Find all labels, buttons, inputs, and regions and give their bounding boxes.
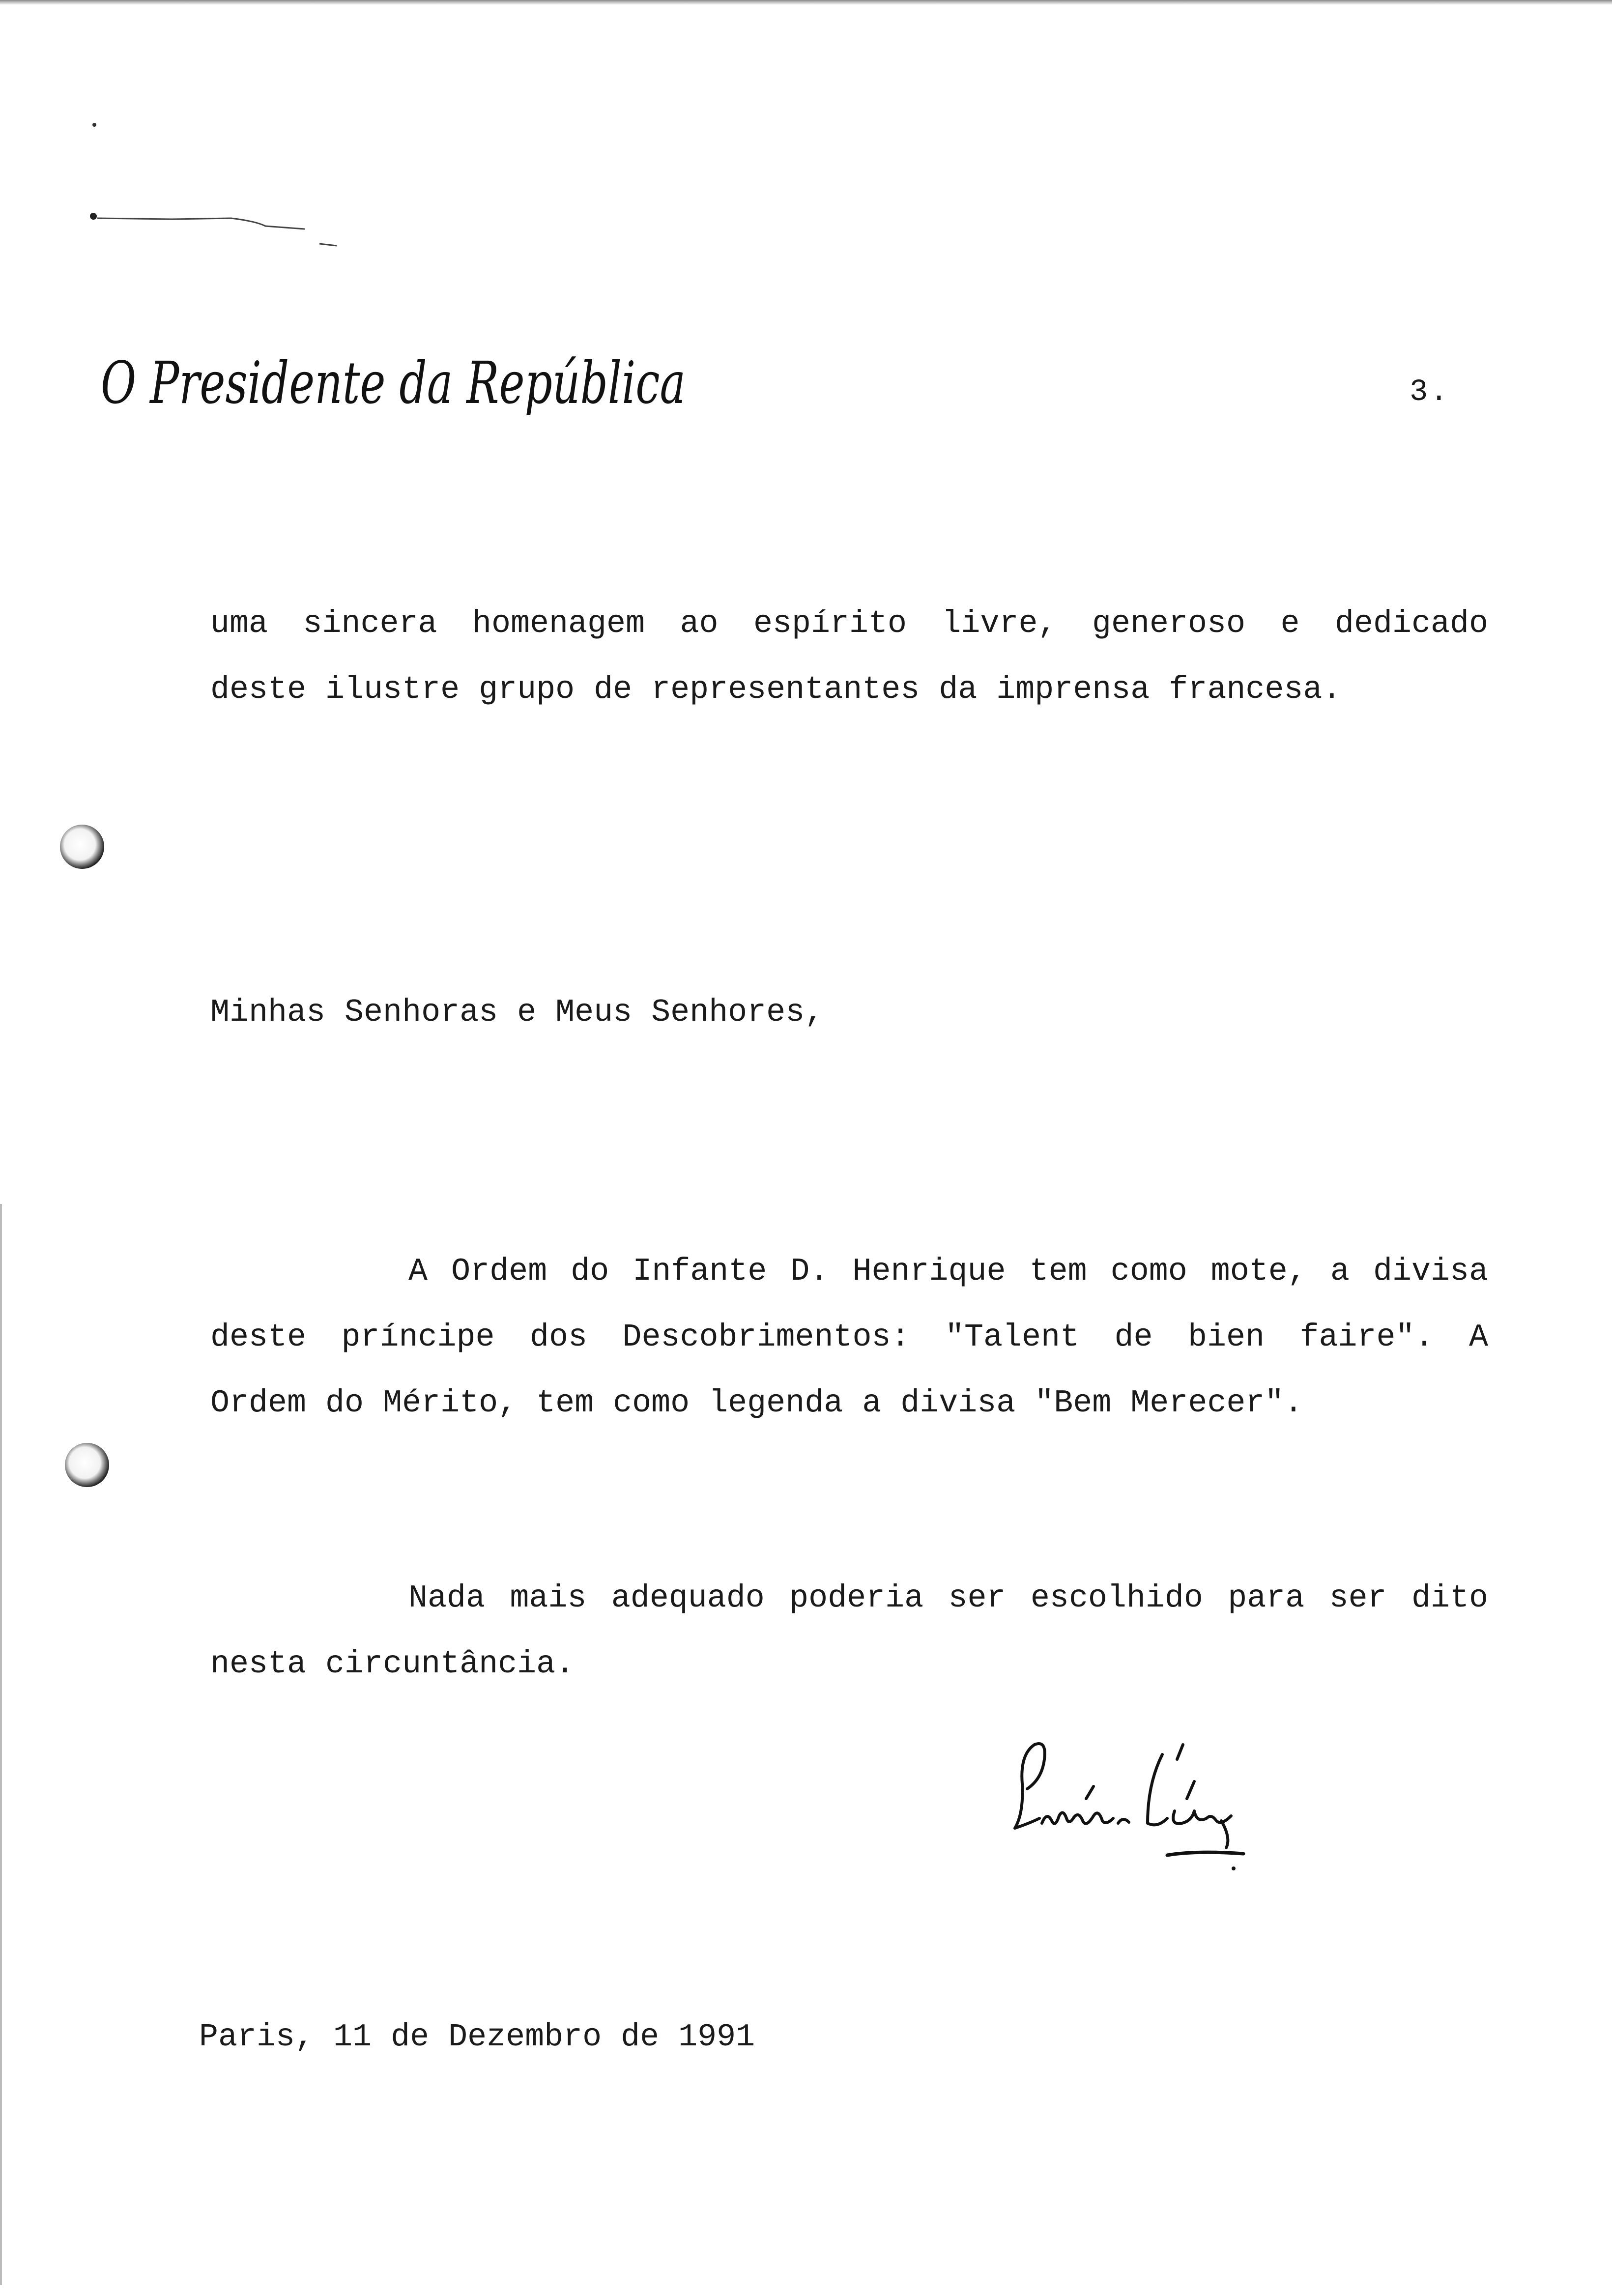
paragraph-1 (210, 591, 1488, 722)
paragraph-1-line-2: deste ilustre grupo de representantes da imprensa francesa. (210, 671, 1342, 708)
paragraph-2 (210, 1238, 1488, 1436)
scan-top-edge (0, 0, 1612, 5)
letterhead-title (101, 339, 691, 437)
scan-left-edge (0, 1204, 2, 2285)
salutation: Minhas Senhoras e Meus Senhores, (210, 994, 824, 1031)
paragraph-3-line-1: Nada mais adequado poderia ser escolhido para ser dito (408, 1580, 1488, 1616)
scan-squiggle (88, 206, 344, 251)
paragraph-3 (210, 1565, 1488, 1697)
scan-dot (92, 123, 96, 127)
paragraph-2-line-1: A Ordem do Infante D. Henrique tem como mote, a divisa (408, 1253, 1488, 1290)
paragraph-2-line-3: Ordem do Mérito, tem como legenda a divisa "Bem Merecer". (210, 1385, 1303, 1421)
punch-hole-upper (60, 825, 104, 869)
signature (1000, 1725, 1256, 1877)
paragraph-3-line-2: nesta circuntância. (210, 1646, 575, 1682)
paragraph-2-line-2: deste príncipe dos Descobrimentos: "Talent de bien faire". A (210, 1319, 1488, 1355)
letterhead-text: O Presidente da República (101, 349, 686, 417)
paragraph-1-line-1: uma sincera homenagem ao espírito livre, generoso e dedicado (210, 605, 1488, 642)
date-line: Paris, 11 de Dezembro de 1991 (199, 2019, 755, 2055)
page-number: 3. (1410, 374, 1450, 409)
punch-hole-lower (65, 1443, 109, 1487)
